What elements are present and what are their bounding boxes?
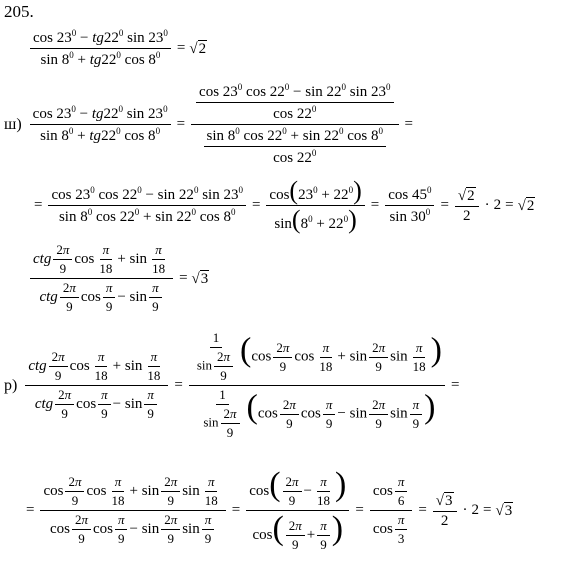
equation-part-sh-continued: = $\frac{\cos 23^0 \cos 22^0 - \sin 22^0 \sin 23^0}{\sin 8^0 \cos 22^0 + \sin 22^0 \cos 8^0}$ = $\frac{\cos(23^0 + 22^0)}{\sin(8^0 + 22^0)}$ = $\frac{\cos 45^0}{\sin 30^0}$ = √ 2 2 · 2 = √ 2 [34,176,535,234]
equation-given-a: $\frac{\cos 23^0 - tg22^0 \sin 23^0}{\sin 8^0 + tg22^0 \cos 8^0}$ = √ 2 [28,28,207,69]
problem-number: 205. [4,2,34,21]
equation-part-r: р) ctg $\frac{2\pi}{9}$ cos $\frac{\pi}{18}$ + sin $\frac{\pi}{18}$ ctg $\frac{2\pi}{9}$ cos $\frac{\pi}{9}$ − sin $\frac{\pi}{9}$ = 1 sin $\frac{2\pi}{9}$ (cos $\frac{2\pi}{9}$ cos $\frac{\pi}{18}$ + sin $\frac{2\pi}{9}$ sin $\frac{\pi}{18}$ ) 1 sin $\frac{2\pi}{9}$ (cos $\frac{2\pi}{9}$ cos $\frac{\pi}{9}$ − sin $\frac{2\pi}{9}$ sin $\frac{\pi}{9}$ ) = [4,330,460,440]
part-label-r: р) [4,376,18,394]
equation-part-sh: ш) $\frac{\cos 23^0 - tg22^0 \sin 23^0}{\sin 8^0 + tg22^0 \cos 8^0}$ = $\frac{\frac{\cos 23^0 \cos 22^0 - \sin 22^0 \sin 23^0}{\cos 22^0}}{\frac{\sin 8^0 \cos 22^0 + \sin 22^0 \cos 8^0}{\cos 22^0}}$ = [4,82,413,166]
equation-part-r-continued: = cos $\frac{2\pi}{9}$ cos $\frac{\pi}{18}$ + sin $\frac{2\pi}{9}$ sin $\frac{\pi}{18}$ cos $\frac{2\pi}{9}$ cos $\frac{\pi}{9}$ − sin $\frac{2\pi}{9}$ sin $\frac{\pi}{9}$ = cos( $\frac{2\pi}{9}$ − $\frac{\pi}{18}$ ) cos( $\frac{2\pi}{9}$ + $\frac{\pi}{9}$ ) = cos $\frac{\pi}{6}$ cos $\frac{\pi}{3}$ = √ 3 2 · 2 = √ 3 [26,466,513,553]
part-label-sh: ш) [4,115,22,133]
equation-given-b: ctg $\frac{2\pi}{9}$ cos $\frac{\pi}{18}$ + sin $\frac{\pi}{18}$ ctg $\frac{2\pi}{9}$ cos $\frac{\pi}{9}$ − sin $\frac{\pi}{9}$ = √ 3 [28,242,209,315]
